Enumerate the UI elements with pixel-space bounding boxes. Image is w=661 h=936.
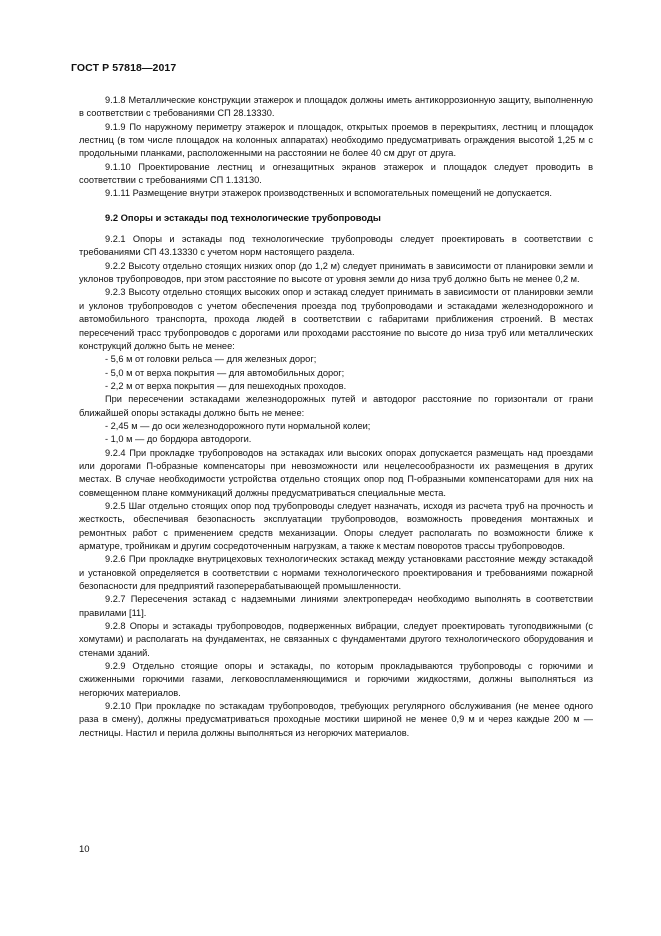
list-item: - 1,0 м — до бордюра автодороги. [105,434,252,445]
paragraph-9-2-8: 9.2.8 Опоры и эстакады трубопроводов, подверженных вибрации, следует проектировать тугоподвижными (с хомутами) и располагать на фундаментах, не связанных с фундаментами другого технологического оборудования и стенами зданий. [79,621,593,658]
paragraph-9-2-3: 9.2.3 Высоту отдельно стоящих высоких опор и эстакад следует принимать в зависимости от планировки земли и уклонов трубопроводов с учетом обеспечения проезда под трубопроводами и эстакадами железнодорожного и автомобильного транспорта, прохода людей в соответствии с габаритами приближения строений. В местах пересечений трасс трубопроводов с дорогами или проходами расстояние по высоте до низа труб или металлических конструкций должно быть не менее: [79,287,593,351]
list-item: - 5,0 м от верха покрытия — для автомобильных дорог; [105,367,345,378]
page-number: 10 [79,844,90,855]
list-item: - 5,6 м от головки рельса — для железных дорог; [105,354,317,365]
document-header: ГОСТ Р 57818—2017 [71,62,177,74]
paragraph-9-1-9: 9.1.9 По наружному периметру этажерок и площадок, открытых проемов в перекрытиях, лестниц и площадок лестниц (в том числе площадок на колонных аппаратах) необходимо предусматривать ограждения высотой 1,25 м с продольными планками, расположенными на расстоянии не более 40 см друг от друга. [79,121,593,159]
paragraph-9-2-6: 9.2.6 При прокладке внутрицеховых технологических эстакад между установками расстояние между эстакадой и установкой определяется в соответствии с нормами технологического проектирования и требованиями пожарной безопасности для предприятий газоперерабатывающей промышленности. [79,554,593,592]
paragraph-9-2-1: 9.2.1 Опоры и эстакады под технологические трубопроводы следует проектировать в соответствии с требованиями СП 43.13330 с учетом норм настоящего раздела. [79,234,593,258]
paragraph-crossing: При пересечении эстакадами железнодорожных путей и автодорог расстояние по горизонтали от грани ближайшей опоры эстакады должно быть не менее: [79,394,593,418]
list-item: - 2,2 м от верха покрытия — для пешеходных проходов. [105,380,347,391]
list-item: - 2,45 м — до оси железнодорожного пути нормальной колеи; [105,420,371,431]
clearance-list [79,353,593,393]
paragraph-9-2-4: 9.2.4 При прокладке трубопроводов на эстакадах или высоких опорах допускается размещать над проездами или дорогами П-образные компенсаторы при невозможности или нецелесообразности их размещения в других местах. В случае необходимости устройства отдельно стоящих опор под П-образными компенсаторами для них на совмещенном плане коммуникаций должны предусматриваться специальные места. [79,447,593,498]
section-heading-9-2: 9.2 Опоры и эстакады под технологические трубопроводы [105,211,381,223]
paragraph-9-2-9: 9.2.9 Отдельно стоящие опоры и эстакады, по которым прокладываются трубопроводы с горючими и сжиженными горючими газами, легковоспламеняющимися и горючими жидкостями, должны выполняться из негорючих материалов. [79,661,593,698]
horizontal-distance-list [79,420,593,447]
paragraph-9-2-7: 9.2.7 Пересечения эстакад с надземными линиями электропередач необходимо выполнять в соответствии правилами [11]. [79,594,593,618]
paragraph-9-1-8: 9.1.8 Металлические конструкции этажерок и площадок должны иметь антикоррозионную защиту, выполненную в соответствии с требованиями СП 28.13330. [79,95,593,119]
paragraph-9-1-10: 9.1.10 Проектирование лестниц и огнезащитных экранов этажерок и площадок следует проводить в соответствии с требованиями СП 1.13130. [79,161,593,186]
paragraph-9-2-2: 9.2.2 Высоту отдельно стоящих низких опор (до 1,2 м) следует принимать в зависимости от планировки земли и уклонов трубопроводов, при этом расстояние по высоте от уровня земли до низа труб должно быть не менее 0,2 м. [79,260,593,285]
paragraph-9-1-11: 9.1.11 Размещение внутри этажерок производственных и вспомогательных помещений не допускается. [105,188,552,199]
paragraph-9-2-5: 9.2.5 Шаг отдельно стоящих опор под трубопроводы следует назначать, исходя из расчета труб на прочность и жесткость, обеспечивая безопасность эксплуатации трубопроводов, возможность проведения монтажных и ремонтных работ с применением средств механизации. Опоры следует располагать по возможности ближе к арматуре, тройникам и другим сосредоточенным нагрузкам, а также к местам поворотов трассы трубопроводов. [79,500,593,551]
document-body [79,94,593,740]
paragraph-9-2-10: 9.2.10 При прокладке по эстакадам трубопроводов, требующих регулярного обслуживания (не менее одного раза в смену), должны предусматриваться проходные мостики шириной не менее 0,9 м и через каждые 200 м — лестницы. Настил и перила должны выполняться из негорючих материалов. [79,701,593,738]
